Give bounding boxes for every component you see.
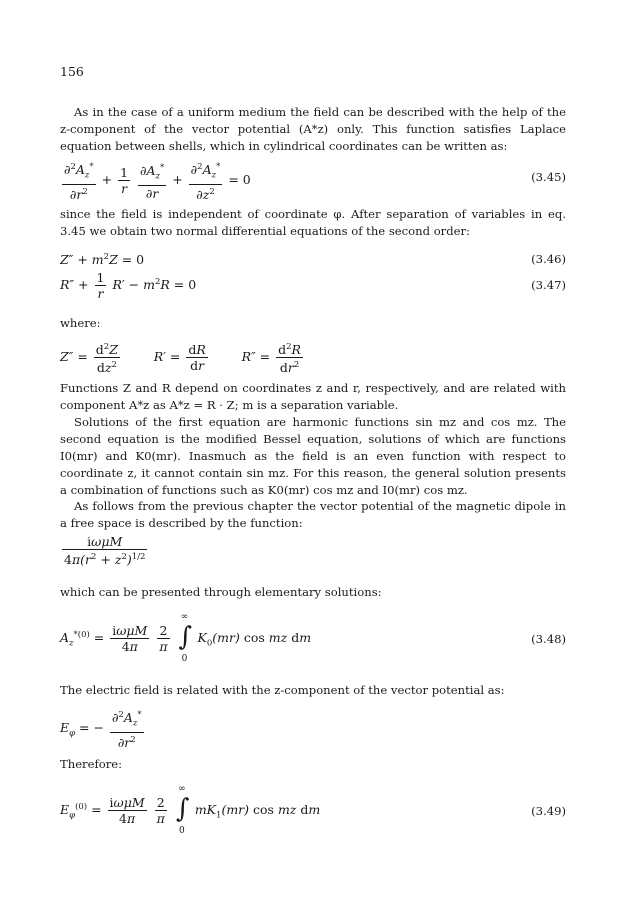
- equation-number: (3.49): [531, 804, 566, 818]
- equation-number: (3.48): [531, 632, 566, 646]
- equation-3-45: $\frac{\partial^2A_z^*}{\partial r^2}$ + $\frac{1}{r}$ $\frac{\partial A_z^*}{\partial r}$ + $\frac{\partial^2A_z^*}{\partial z^2}$ = 0 (3.45): [64, 162, 566, 202]
- integral-sign: ∞ ∫ 0: [178, 612, 193, 664]
- page-number: 156: [60, 64, 84, 79]
- paragraph-functions: Functions Z and R depend on coordinates z and r, respectively, and are related with component A*z as A*z = R · Z; m is a separation variable.: [60, 381, 566, 412]
- paragraph-where: where:: [60, 316, 101, 330]
- paragraph-separation: since the field is independent of coordinate φ. After separation of variables in eq. 3.45 we obtain two normal differential equations of the second order:: [60, 207, 566, 238]
- equation-number: (3.47): [531, 278, 566, 292]
- paragraph-elementary: which can be presented through elementary solutions:: [60, 585, 382, 599]
- equation-3-47: R″ + $\frac{1}{r}$ $R' - m^2R = 0$ (3.47): [60, 270, 566, 301]
- equation-number: (3.46): [531, 252, 566, 266]
- electric-field-relation: $E_\varphi$ = − $\frac{\partial^2A_z^*}{\partial r^2}$: [60, 710, 142, 750]
- derivative-definitions: Z″ = $\frac{d^2Z}{dz^2}$ R′ = $\frac{dR}{dr}$ R″ = $\frac{d^2R}{dr^2}$: [60, 342, 301, 376]
- paragraph-intro: As in the case of a uniform medium the field can be described with the help of the z-component of the vector potential (A*z) only. This function satisfies Laplace equation between shells, which in cylindrical coordinates can be written as:: [60, 105, 566, 153]
- dipole-potential-expression: $\frac{\text{iωμM}}{4\pi(r^2 + z^2)^{1/2}}$: [64, 534, 146, 568]
- equation-3-49: $E_\varphi^{(0)}$ = $\frac{\text{iωμM}}{4\pi}$ $\frac{2}{\pi}$ ∞ ∫ 0 $mK_1(mr)$ cos mz dm (3.49): [60, 784, 566, 836]
- paragraph-dipole: As follows from the previous chapter the vector potential of the magnetic dipole in a free space is described by the function:: [60, 499, 566, 530]
- equation-3-48: $A_z^{*(0)}$ = $\frac{\text{iωμM}}{4\pi}$ $\frac{2}{\pi}$ ∞ ∫ 0 $K_0(mr)$ cos mz dm (3.48): [60, 612, 566, 664]
- paragraph-solutions: Solutions of the first equation are harmonic functions sin mz and cos mz. The second equation is the modified Bessel equation, solutions of which are functions I0(mr) and K0(mr). Inasmuch as the field is an even function with respect to coordinate z, it cannot contain sin mz. For this reason, the general solution presents a combination of functions such as K0(mr) cos mz and I0(mr) cos mz.: [60, 415, 566, 497]
- equation-number: (3.45): [531, 170, 566, 184]
- paragraph-electric: The electric field is related with the z-component of the vector potential as:: [60, 683, 505, 697]
- paragraph-therefore: Therefore:: [60, 757, 123, 771]
- integral-sign: ∞ ∫ 0: [175, 784, 190, 836]
- equation-3-46: $Z'' + m^2Z = 0$ (3.46): [60, 252, 566, 268]
